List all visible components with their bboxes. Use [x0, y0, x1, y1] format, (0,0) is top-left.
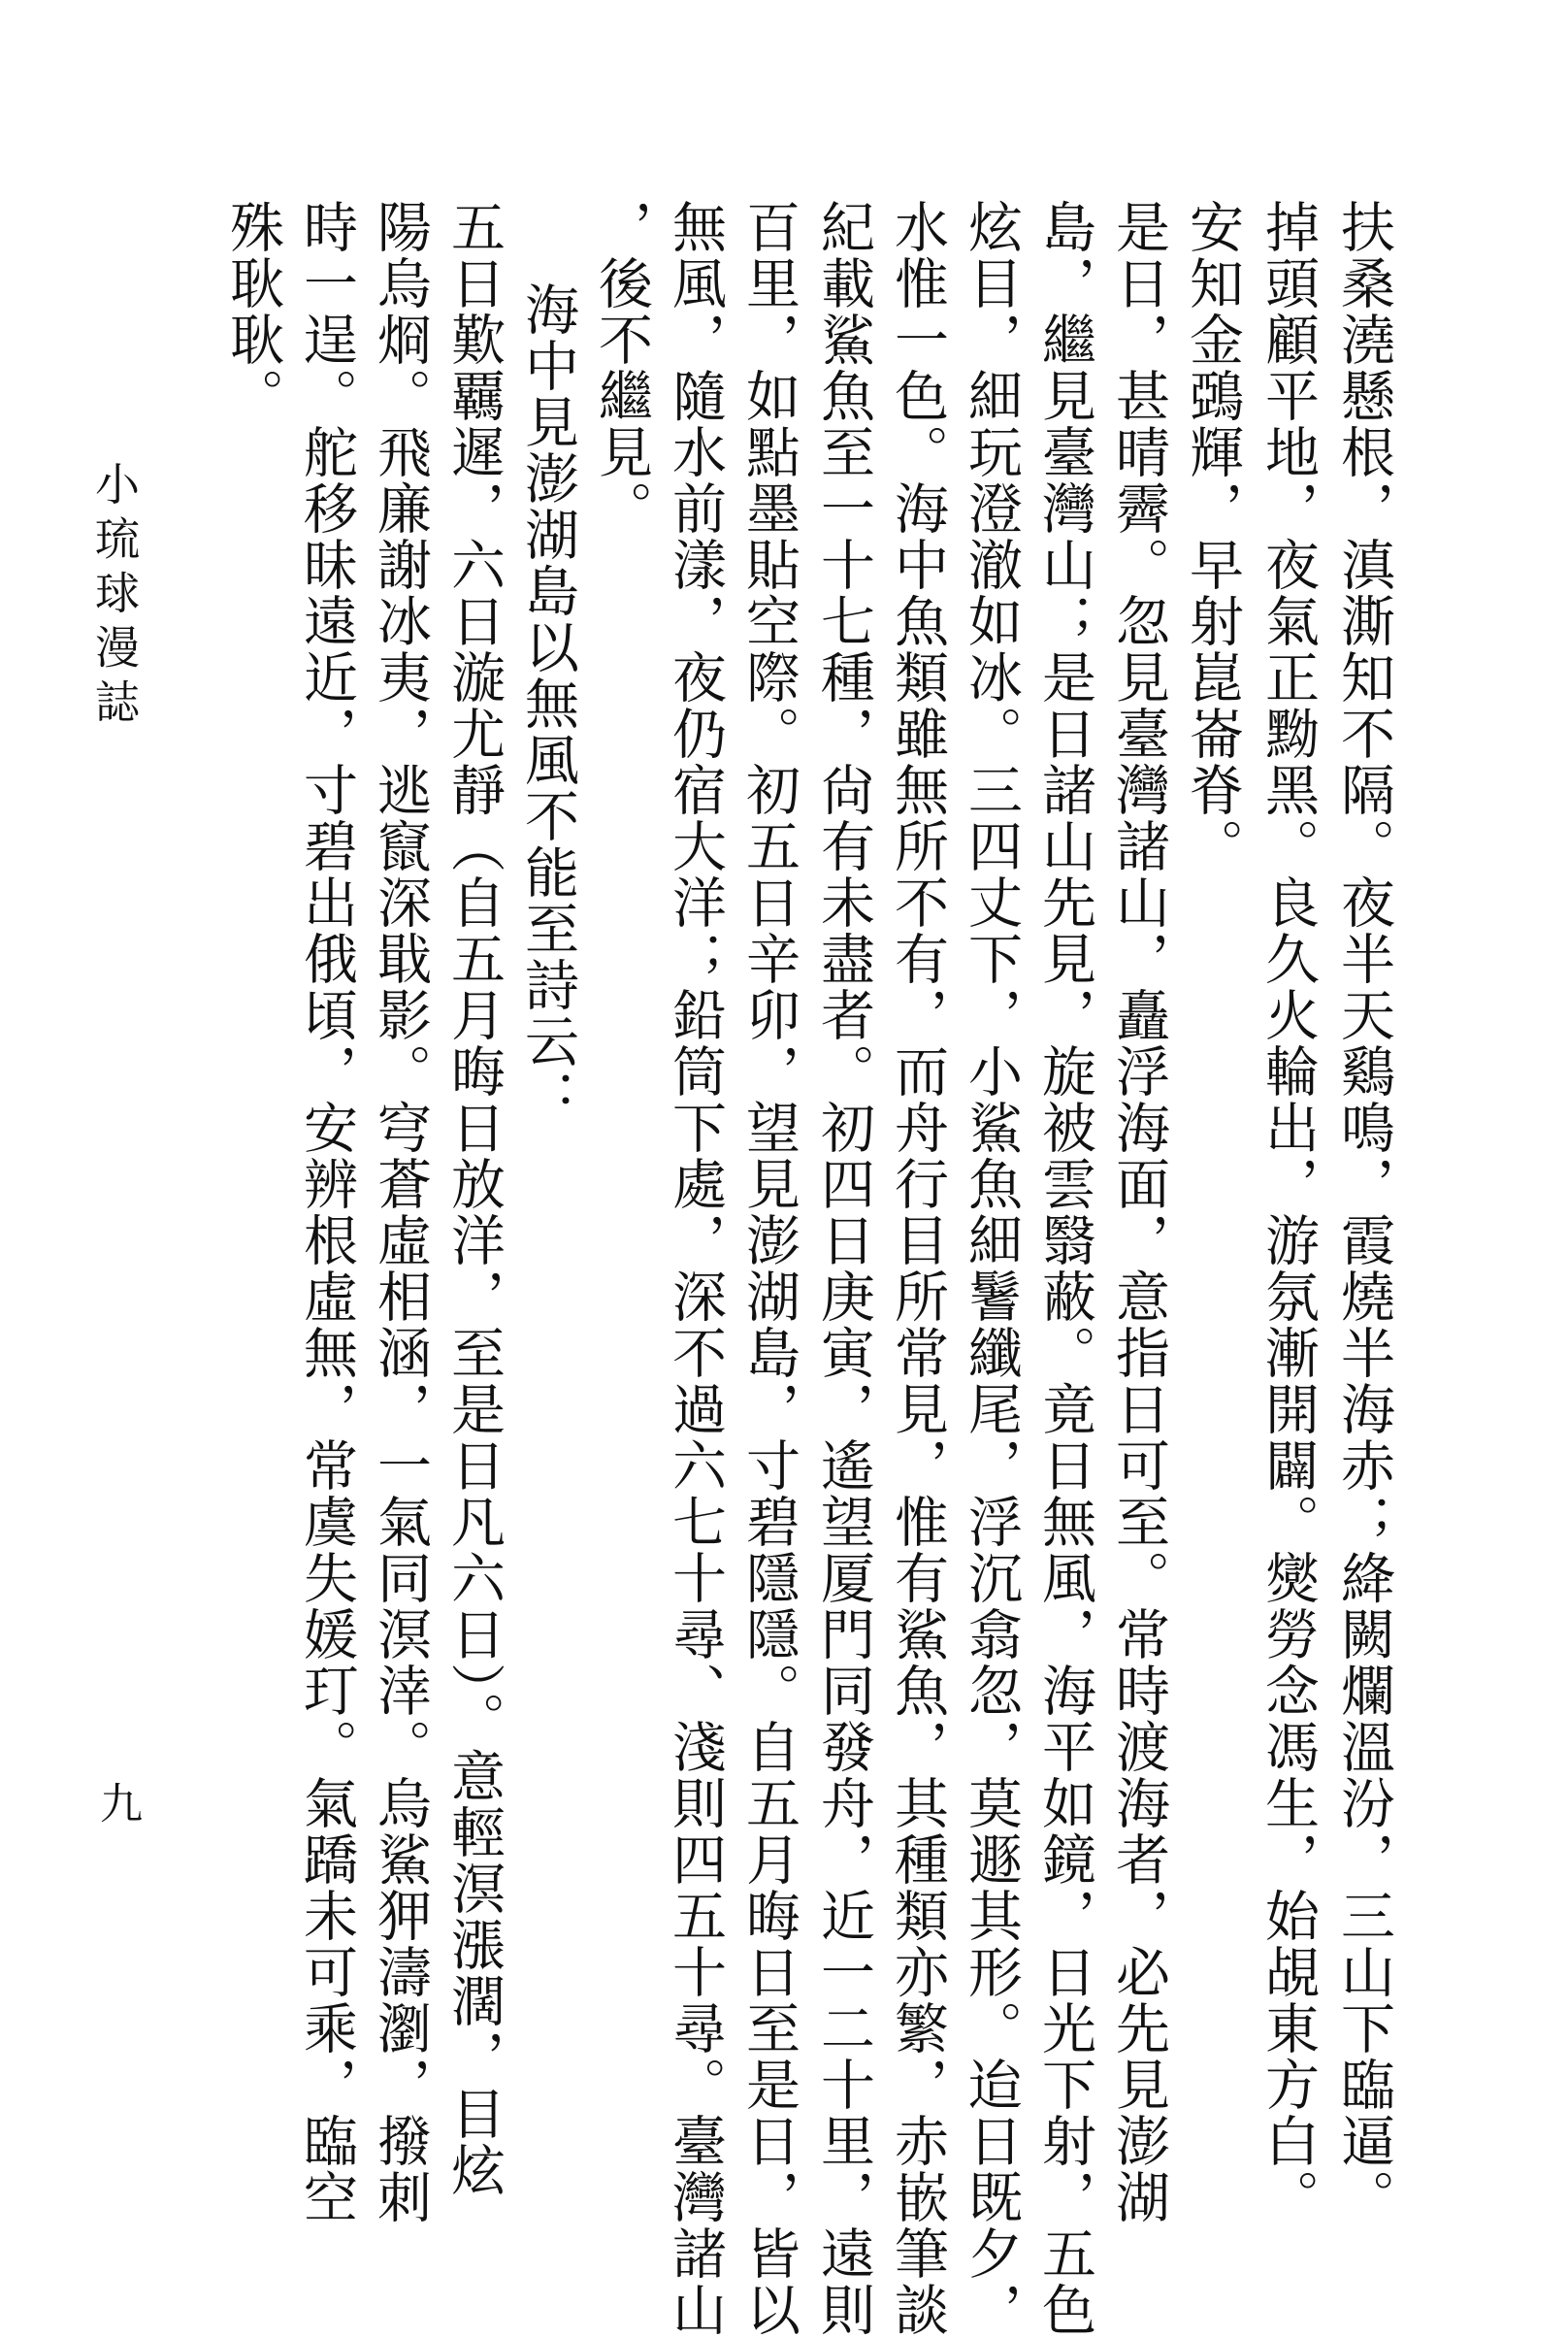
- text-column: 扶桑澆懸根，滇澌知不隔。夜半天鷄鳴，霞燒半海赤；絳闕爛溫汾，三山下臨逼。: [1332, 199, 1395, 2225]
- poem-line-column: 時一逞。舵移昧遠近，寸碧出俄頃，安辨根虛無，常虞失媛玎。氣蹻未可乘，臨空: [295, 199, 358, 2225]
- text-column: 炫目，細玩澄澈如冰。三四丈下，小鯊魚細鬐纖尾，浮沉翕忽，莫遯其形。迨日既夕，: [960, 199, 1023, 2338]
- text-column: 百里，如點墨貼空際。初五日辛卯，望見澎湖島，寸碧隱隱。自五月晦日至是日，皆以: [737, 199, 800, 2338]
- text-column: 是日，甚晴霽。忽見臺灣諸山，矗浮海面，意指日可至。常時渡海者，必先見澎湖: [1107, 199, 1170, 2225]
- text-column: 安知金鵶輝，早射崑崙脊。: [1181, 199, 1244, 874]
- poem-line-column: 殊耿耿。: [221, 199, 284, 424]
- text-column: 紀載鯊魚至一十七種，尙有未盡者。初四日庚寅，遙望厦門同發舟，近一二十里，遠則: [812, 199, 875, 2338]
- text-column: 掉頭顧平地，夜氣正黝黑。良久火輪出，游氛漸開闢。爕勞念馮生，始覘東方白。: [1257, 199, 1320, 2225]
- text-column: 無風，隨水前漾，夜仍宿大洋；鉛筒下處，深不過六七十尋、淺則四五十尋。臺灣諸山: [664, 199, 727, 2338]
- poem-line-column: 五日歎覊遲，六日漩尤靜（自五月晦日放洋，至是日凡六日）。意輕溟漲濶，目炫: [442, 199, 506, 2198]
- text-column: 水惟一色。海中魚類雖無所不有，而舟行目所常見，惟有鯊魚，其種類亦繁，赤嵌筆談: [886, 199, 949, 2338]
- poem-intro-column: 海中見澎湖島以無風不能至詩云：: [516, 281, 579, 1126]
- text-column: 島，繼見臺灣山；是日諸山先見，旋被雲翳蔽。竟日無風，海平如鏡，日光下射，五色: [1033, 199, 1096, 2338]
- page-number: 九: [92, 1781, 142, 1826]
- text-column: ，後不繼見。: [590, 199, 653, 537]
- running-head: 小琉球漫誌: [88, 461, 141, 733]
- poem-line-column: 陽烏烱。飛廉謝冰夷，逃竄深戢影。穹蒼虛相涵，一氣同溟涬。烏鯊狎濤瀏，撥刺: [369, 199, 432, 2225]
